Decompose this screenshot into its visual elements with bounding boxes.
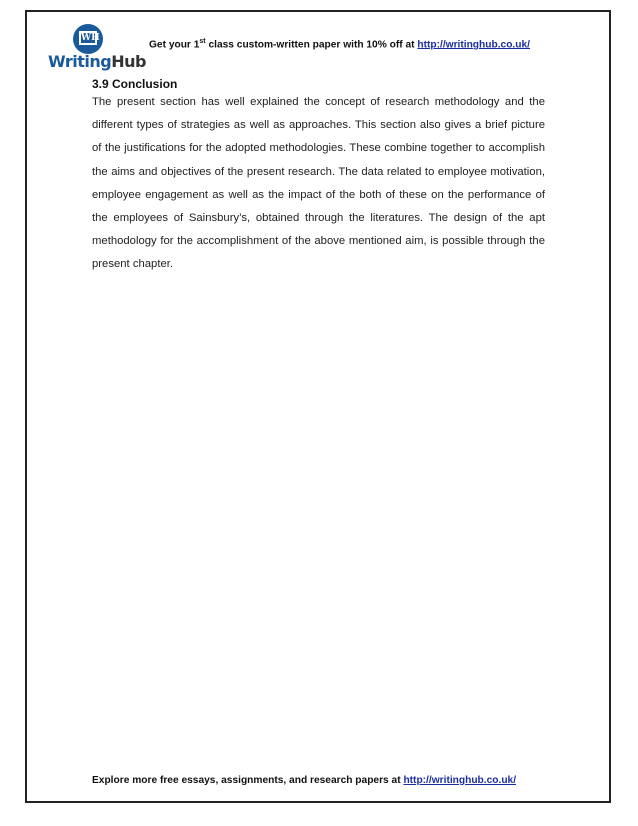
footer-link[interactable]: http://writinghub.co.uk/ bbox=[403, 775, 517, 786]
promo-prefix: Get your 1 bbox=[149, 39, 200, 51]
logo-emblem-text: WH bbox=[81, 33, 100, 43]
logo-brand-part2: Hub bbox=[111, 52, 146, 71]
footer-note bbox=[92, 775, 516, 786]
logo-brand-part1: Writing bbox=[48, 52, 112, 71]
writinghub-logo bbox=[48, 24, 146, 72]
conclusion-paragraph: The present section has well explained the concept of research methodology and the different types of strategies as well as approaches. This section also gives a brief picture of the justifications for the adopted methodologies. These combine together to accomplish the aims and objectives of the present research. The data related to employee motivation, employee engagement as well as the impact of the both of these on the performance of the employees of Sainsbury’s, obtained through the literatures. The design of the apt methodology for the accomplishment of the above mentioned aim, is possible through the present chapter. bbox=[92, 96, 545, 271]
promo-superscript: st bbox=[199, 38, 206, 45]
header-link[interactable]: http://writinghub.co.uk/ bbox=[417, 39, 530, 51]
logo-emblem-icon bbox=[73, 24, 103, 54]
footer-text: Explore more free essays, assignments, and research papers at bbox=[92, 775, 404, 786]
header-promo bbox=[149, 38, 530, 50]
logo-wordmark bbox=[48, 52, 146, 71]
section-heading: 3.9 Conclusion bbox=[92, 77, 178, 91]
promo-middle: class custom-written paper with 10% off at bbox=[205, 39, 418, 51]
